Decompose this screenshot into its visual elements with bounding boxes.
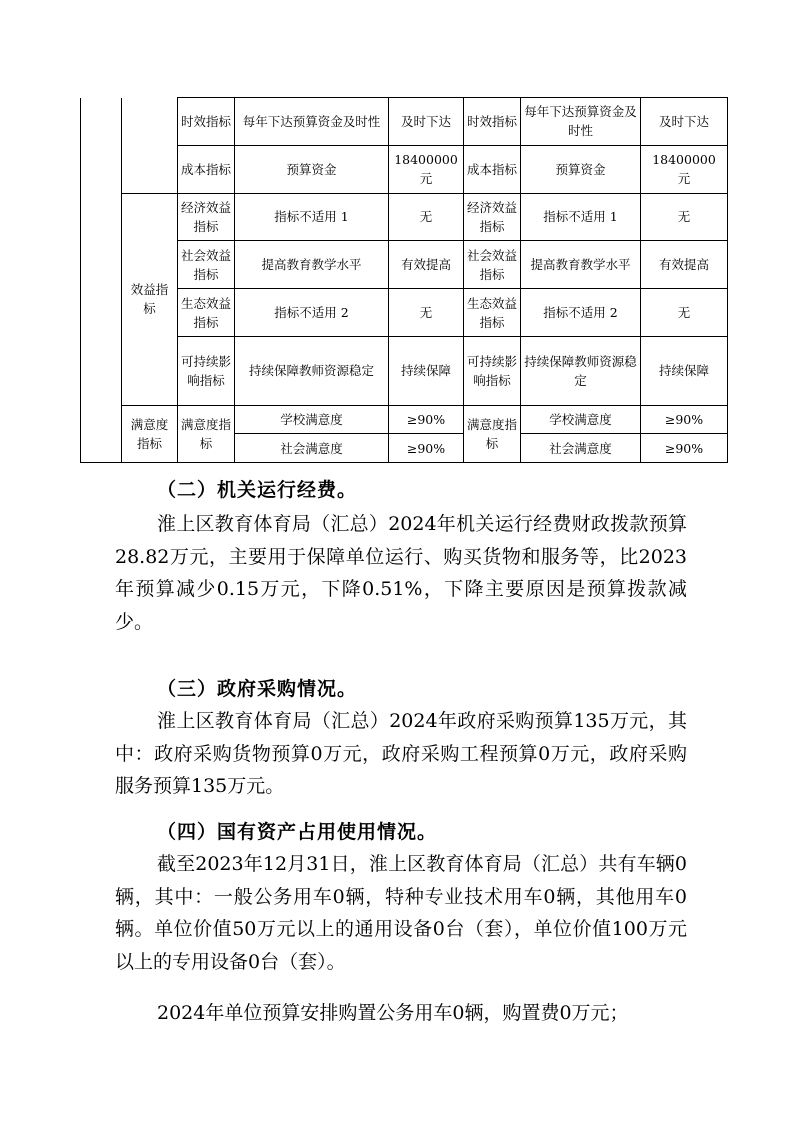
metric-cell: 经济效益指标 [464,193,521,241]
metric-cell: 经济效益指标 [178,193,235,241]
metric-cell: 满意度指标 [464,406,521,463]
content-cell: 预算资金 [521,145,641,193]
content-cell: 提高教育教学水平 [235,241,389,289]
content-cell: 预算资金 [235,145,389,193]
metric-cell: 可持续影响指标 [178,336,235,405]
section-heading: （二）机关运行经费。 [157,479,358,501]
metric-cell: 社会效益指标 [178,241,235,289]
section-last-line: 2024年单位预算安排购置公务用车0辆，购置费0万元； [157,1002,629,1024]
metric-cell: 成本指标 [464,145,521,193]
value-cell: 有效提高 [641,241,728,289]
content-cell: 每年下达预算资金及时性 [235,98,389,146]
value-cell: ≥90% [389,406,464,434]
value-cell: 及时下达 [641,98,728,146]
value-cell: 持续保障 [641,336,728,405]
content-cell: 学校满意度 [521,406,641,434]
value-cell: 无 [641,193,728,241]
satisfaction-indicator-label: 满意度指标 [122,406,178,463]
section-paragraph: 截至2023年12月31日，淮上区教育体育局（汇总）共有车辆0辆，其中：一般公务用车0辆，特种专业技术用车0辆，其他用车0辆。单位价值50万元以上的通用设备0台（套），单位价值100万元以上的专用设备0台（套）。 [115,853,687,973]
metric-cell: 满意度指标 [178,406,235,463]
section-heading: （三）政府采购情况。 [157,678,358,700]
metric-cell: 成本指标 [178,145,235,193]
content-cell: 每年下达预算资金及时性 [521,98,641,146]
content-cell: 指标不适用 2 [235,289,389,337]
value-cell: ≥90% [641,406,728,434]
metric-cell: 社会效益指标 [464,241,521,289]
value-cell: ≥90% [389,434,464,463]
value-cell: 持续保障 [389,336,464,405]
value-cell: 无 [389,193,464,241]
benefit-indicator-label: 效益指标 [122,193,178,405]
metric-cell: 可持续影响指标 [464,336,521,405]
metric-cell: 时效指标 [178,98,235,146]
metric-cell: 生态效益指标 [178,289,235,337]
content-cell: 持续保障教师资源稳定 [521,336,641,405]
section-paragraph: 淮上区教育体育局（汇总）2024年政府采购预算135万元，其中：政府采购货物预算0万元，政府采购工程预算0万元，政府采购服务预算135万元。 [115,710,687,797]
value-cell: 有效提高 [389,241,464,289]
value-cell: 18400000 元 [641,145,728,193]
content-cell: 学校满意度 [235,406,389,434]
content-cell: 指标不适用 2 [521,289,641,337]
value-cell: 无 [641,289,728,337]
section-paragraph: 淮上区教育体育局（汇总）2024年机关运行经费财政拨款预算28.82万元，主要用于保障单位运行、购买货物和服务等，比2023年预算减少0.15万元，下降0.51%，下降主要原因是预算拨款减少。 [115,513,687,633]
second-level-indicator-cell [122,98,178,194]
first-level-indicator-cell [81,98,122,463]
content-cell: 提高教育教学水平 [521,241,641,289]
value-cell: 无 [389,289,464,337]
value-cell: 及时下达 [389,98,464,146]
content-cell: 指标不适用 1 [235,193,389,241]
metric-cell: 时效指标 [464,98,521,146]
performance-indicator-table [80,97,728,463]
value-cell: 18400000元 [389,145,464,193]
content-cell: 社会满意度 [235,434,389,463]
content-cell: 指标不适用 1 [521,193,641,241]
section-heading: （四）国有资产占用使用情况。 [157,821,438,843]
content-cell: 社会满意度 [521,434,641,463]
content-cell: 持续保障教师资源稳定 [235,336,389,405]
value-cell: ≥90% [641,434,728,463]
metric-cell: 生态效益指标 [464,289,521,337]
